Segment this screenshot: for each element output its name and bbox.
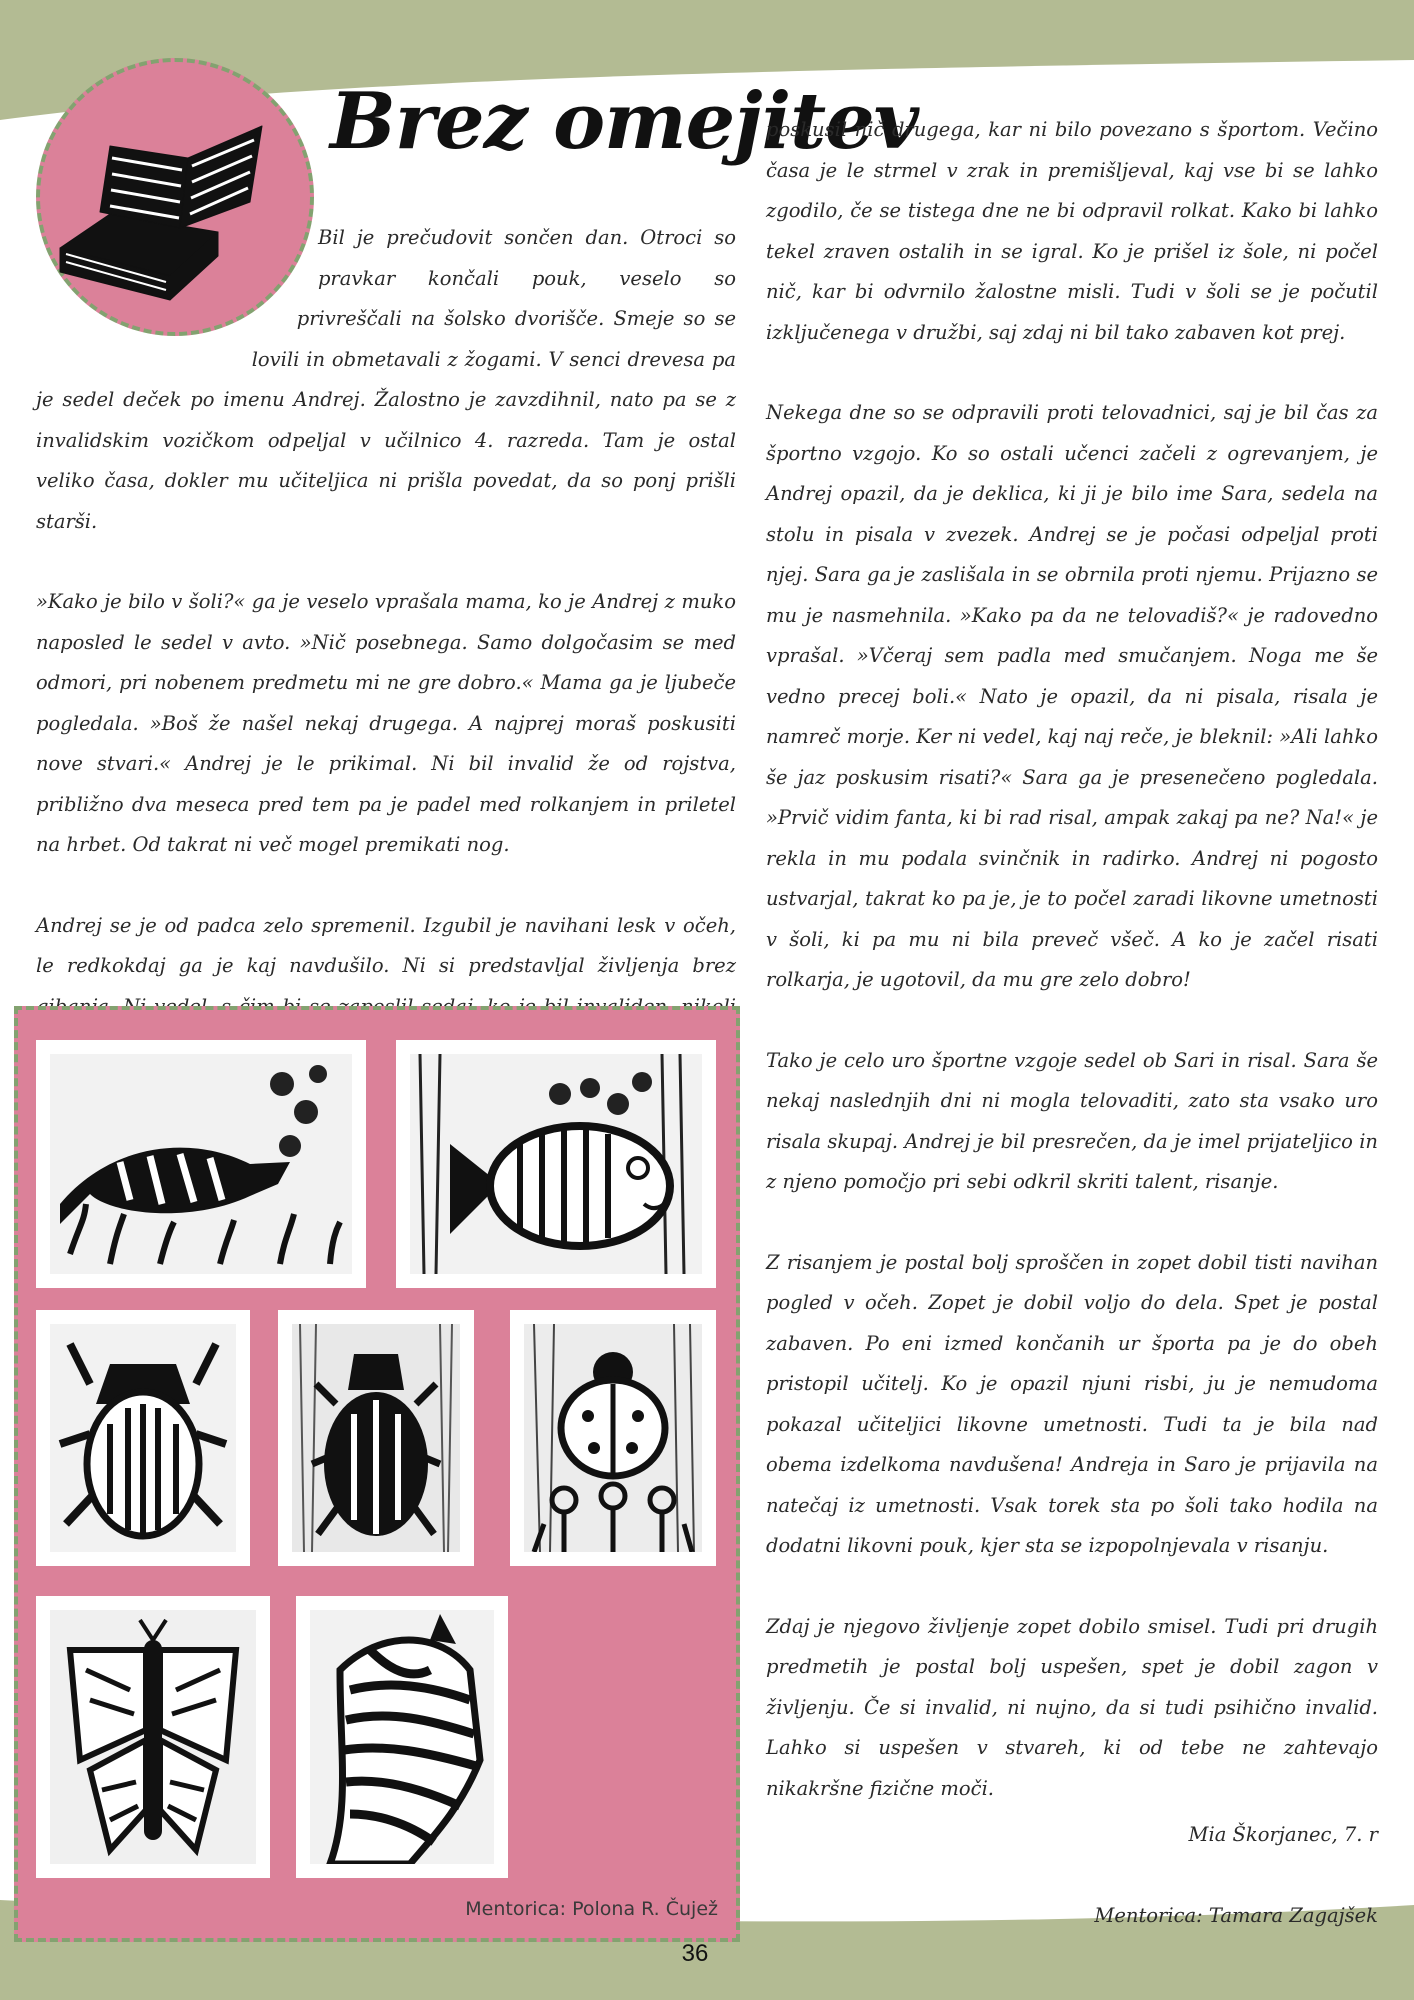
beetle-print bbox=[278, 1310, 474, 1566]
story-paragraph: »Kako je bilo v šoli?« ga je veselo vprašala mama, ko je Andrej z muko naposled le sedel v avto. »Nič posebnega. Samo dolgočasim se med odmori, pri nobenem predmetu mi ne gre dobro.« Mama ga je ljubeče pogledala. »Boš že našel nekaj drugega. A najprej moraš poskusiti nove stvari.« Andrej je le prikimal. Ni bil invalid že od rojstva, približno dva meseca pred tem pa je padel med rolkanjem in priletel na hrbet. Od takrat ni več mogel premikati nog. bbox=[36, 590, 736, 856]
art-mentor-credit: Mentorica: Polona R. Čujež bbox=[465, 1898, 718, 1920]
story-paragraph: Andrej se je od padca zelo spremenil. Izgubil je navihani lesk v očeh, le redkokdaj ga je kaj navdušilo. Ni si predstavljal življenja brez bbox=[36, 913, 736, 977]
butterfly-print bbox=[36, 1596, 270, 1878]
story-left-column bbox=[36, 218, 736, 1108]
story-paragraph: Tako je celo uro športne vzgoje sedel ob Sari in risal. Sara še nekaj naslednjih dni ni mogla telovaditi, zato sta vsako uro risala skupaj. Andrej je bil presrečen, da je imel prijateljico in z njeno pomočjo pri sebi odkril skriti talent, risanje. bbox=[766, 1048, 1378, 1193]
story-paragraph: poskusil nič drugega, kar ni bilo povezano s športom. Večino časa je le strmel v zrak in premišljeval, kaj vse bi se lahko zgodilo, če se tistega dne ne bi odpravil rolkat. Kako bi lahko tekel zraven ostalih in se igral. Ko je prišel iz šole, ni počel nič, kar bi odvrnilo žalostne misli. Tudi v šoli se je počutil izključenega v družbi, saj zdaj ni bil tako zabaven kot prej. bbox=[766, 118, 1378, 344]
story-paragraph: Z risanjem je postal bolj sproščen in zopet dobil tisti navihan pogled v očeh. Zopet je dobil voljo do dela. Spet je postal zabaven. Po eni izmed končanih ur športa pa je do obeh pristopil učitelj. Ko je opazil njuni risbi, ju je nemudoma pokazal učiteljici likovne umetnosti. Tudi ta je bila nad obema izdelkoma navdušena! Andreja in Saro je prijavila na natečaj iz umetnosti. Vsak torek sta po šoli tako hodila na dodatni likovni pouk, kjer sta se izpopolnjevala v risanju. bbox=[766, 1250, 1378, 1557]
fish-print bbox=[396, 1040, 716, 1288]
story-right-column bbox=[766, 110, 1378, 1976]
mentor-signature: Mentorica: Tamara Zagajšek bbox=[1094, 1903, 1378, 1927]
zebra-print bbox=[296, 1596, 508, 1878]
story-paragraph: Zdaj je njegovo življenje zopet dobilo smisel. Tudi pri drugih predmetih je postal bolj uspešen, spet je dobil zagon v življenju. Če si invalid, ni nujno, da si tudi psihično invalid. Lahko si uspešen v stvareh, ki od tebe ne zahtevajo nikakršne fizične moči. bbox=[766, 1614, 1378, 1800]
story-paragraph: Bil je prečudovit sončen dan. Otroci so pravkar končali pouk, veselo so privreščali na šolsko dvorišče. Smeje so se lovili in obmetavali z žogami. V senci drevesa pa je sedel deček po imenu Andrej. Žalostno je zavzdihnil, nato pa se z invalidskim vozičkom odpeljal v učilnico 4. razreda. Tam je ostal veliko časa, dokler mu učiteljica ni prišla povedat, da so ponj prišli starši. bbox=[36, 226, 736, 533]
page-number: 36 bbox=[681, 1940, 709, 1967]
story-paragraph: Nekega dne so se odpravili proti telovadnici, saj je bil čas za športno vzgojo. Ko so ostali učenci začeli z ogrevanjem, je Andrej opazil, da je deklica, ki ji je bilo ime Sara, sedela na stolu in pisala v zvezek. Andrej se je počasi odpeljal proti njej. Sara ga je zaslišala in se obrnila proti njemu. Prijazno se mu je nasmehnila. »Kako pa da ne telovadiš?« je radovedno vprašal. »Včeraj sem padla med smučanjem. Noga me še vedno precej boli.« Nato je opazil, da ni pisala, risala je namreč morje. Ker ni vedel, kaj naj reče, je bleknil: »Ali lahko še jaz poskusim risati?« Sara ga je presenečeno pogledala. »Prvič vidim fanta, ki bi rad risal, ampak zakaj pa ne? Na!« je rekla in mu podala svinčnik in radirko. Andrej ni pogosto ustvarjal, takrat ko pa je, je to počel zaradi likovne umetnosti v šoli, ki pa mu ni bila preveč všeč. A ko je začel risati rolkarja, je ugotovil, da mu gre zelo dobro! bbox=[766, 401, 1378, 991]
page-title: Brez omejitev bbox=[330, 76, 919, 167]
fish-print bbox=[36, 1040, 366, 1288]
linocut-gallery bbox=[14, 1006, 740, 1942]
ladybug-print bbox=[510, 1310, 716, 1566]
author-signature: Mia Škorjanec, 7. r bbox=[1188, 1823, 1378, 1846]
beetle-print bbox=[36, 1310, 250, 1566]
